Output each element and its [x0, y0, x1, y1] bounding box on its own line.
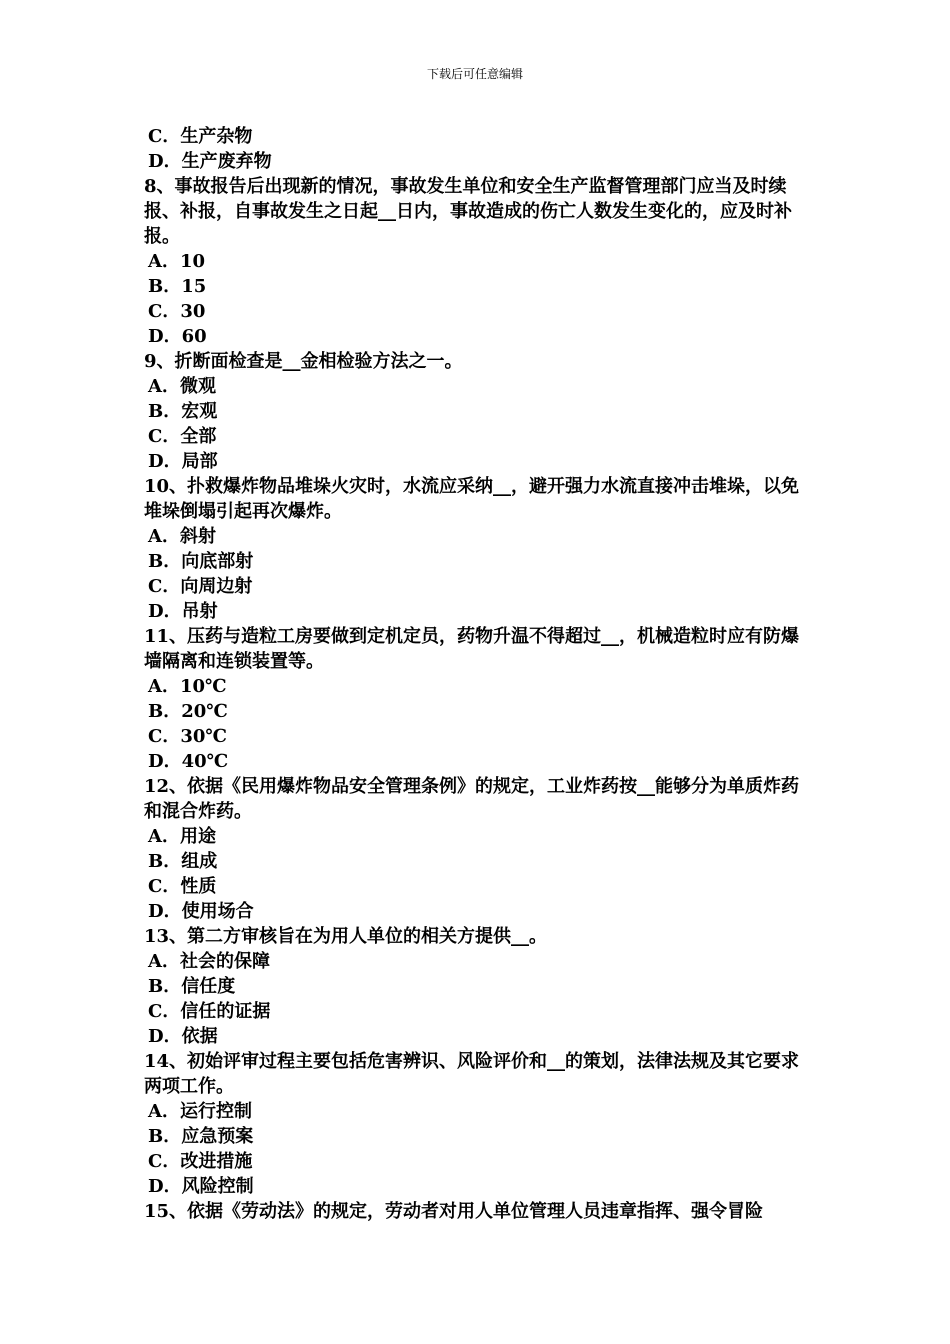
- answer-option: C．性质: [148, 876, 217, 897]
- question-text: 15、依据《劳动法》的规定，劳动者对用人单位管理人员违章指挥、强令冒险: [144, 1201, 764, 1222]
- answer-option: C．向周边射: [148, 576, 253, 597]
- answer-option: C．30℃: [148, 726, 227, 747]
- answer-option: B．信任度: [148, 976, 236, 997]
- answer-option: D．生产废弃物: [148, 151, 272, 172]
- answer-option: B．宏观: [148, 401, 218, 422]
- question-text: 14、初始评审过程主要包括危害辨识、风险评价和__的策划，法律法规及其它要求两项工作。: [144, 1051, 800, 1097]
- answer-option: A．微观: [148, 376, 216, 397]
- answer-option: D．风险控制: [148, 1176, 254, 1197]
- question-text: 9、折断面检查是__金相检验方法之一。: [144, 351, 463, 372]
- answer-option: D．60: [148, 326, 207, 347]
- page-header-note: 下载后可任意编辑: [426, 67, 523, 81]
- answer-option: C．30: [148, 301, 206, 322]
- question-text: 8、事故报告后出现新的情况，事故发生单位和安全生产监督管理部门应当及时续报、补报，自事故发生之日起__日内，事故造成的伤亡人数发生变化的，应及时补报。: [144, 176, 792, 247]
- question-text: 13、第二方审核旨在为用人单位的相关方提供__。: [144, 926, 548, 947]
- answer-option: C．改进措施: [148, 1151, 253, 1172]
- answer-option: B．组成: [148, 851, 218, 872]
- answer-option: B．15: [148, 276, 207, 297]
- answer-option: A．10: [148, 251, 206, 272]
- answer-option: A．10℃: [148, 676, 227, 697]
- answer-option: C．全部: [148, 426, 217, 447]
- question-text: 10、扑救爆炸物品堆垛火灾时，水流应采纳__，避开强力水流直接冲击堆垛，以免堆垛倒塌引起再次爆炸。: [144, 476, 800, 522]
- question-text: 12、依据《民用爆炸物品安全管理条例》的规定，工业炸药按__能够分为单质炸药和混合炸药。: [144, 776, 800, 822]
- answer-option: C．生产杂物: [148, 126, 253, 147]
- answer-option: D．使用场合: [148, 901, 254, 922]
- exam-content: [144, 124, 810, 1224]
- answer-option: B．向底部射: [148, 551, 254, 572]
- answer-option: C．信任的证据: [148, 1001, 271, 1022]
- answer-option: B．应急预案: [148, 1126, 254, 1147]
- answer-option: D．依据: [148, 1026, 218, 1047]
- answer-option: A．运行控制: [148, 1101, 252, 1122]
- answer-option: D．40℃: [148, 751, 229, 772]
- answer-option: A．社会的保障: [148, 951, 270, 972]
- answer-option: D．吊射: [148, 601, 218, 622]
- answer-option: D．局部: [148, 451, 218, 472]
- question-text: 11、压药与造粒工房要做到定机定员，药物升温不得超过__，机械造粒时应有防爆墙隔离和连锁装置等。: [144, 626, 800, 672]
- answer-option: A．用途: [148, 826, 216, 847]
- answer-option: B．20℃: [148, 701, 228, 722]
- answer-option: A．斜射: [148, 526, 216, 547]
